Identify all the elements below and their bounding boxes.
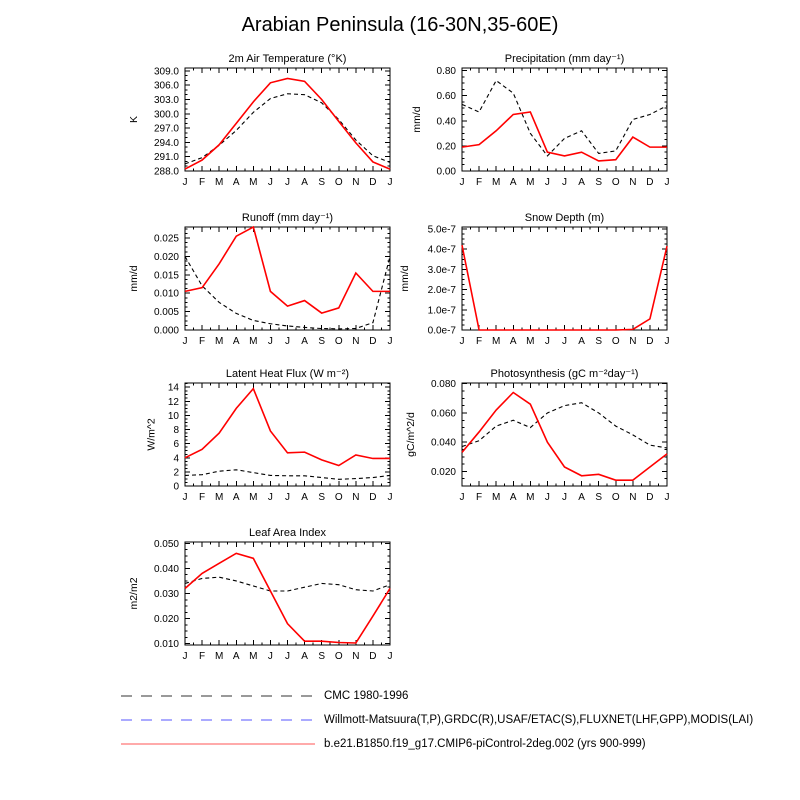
x-tick-label: A xyxy=(509,177,517,188)
x-tick-label: F xyxy=(476,177,483,188)
x-tick-label: J xyxy=(387,651,393,662)
x-tick-label: O xyxy=(334,336,343,347)
x-tick-label: D xyxy=(369,177,377,188)
x-tick-label: O xyxy=(334,177,343,188)
legend-line-model xyxy=(120,740,316,748)
x-tick-label: M xyxy=(249,177,258,188)
series-model xyxy=(185,553,390,643)
main-title: Arabian Peninsula (16-30N,35-60E) xyxy=(241,14,559,36)
series-model xyxy=(185,78,390,169)
y-tick-label: 297.0 xyxy=(153,123,179,135)
series-model xyxy=(185,227,390,313)
y-tick-label: 0.020 xyxy=(153,251,179,263)
x-tick-label: F xyxy=(199,336,206,347)
x-tick-label: J xyxy=(459,336,465,347)
x-tick-label: O xyxy=(334,492,343,503)
x-tick-label: M xyxy=(491,336,501,347)
y-tick-label: 0.080 xyxy=(430,379,456,391)
x-tick-label: A xyxy=(301,651,308,662)
y-tick-label: 288.0 xyxy=(153,166,179,178)
x-tick-label: J xyxy=(182,651,188,662)
x-tick-label: J xyxy=(664,177,670,188)
y-tick-label: 14 xyxy=(167,382,179,394)
y-tick-label: 0.010 xyxy=(153,639,179,651)
chart-title: Leaf Area Index xyxy=(248,527,327,539)
x-tick-label: F xyxy=(476,492,483,503)
y-tick-label: 0.60 xyxy=(436,91,456,103)
x-tick-label: J xyxy=(285,336,290,347)
x-tick-label: D xyxy=(369,651,377,662)
series-obs xyxy=(462,403,667,448)
x-tick-label: A xyxy=(232,492,240,503)
x-tick-label: O xyxy=(611,336,620,347)
x-tick-label: S xyxy=(318,651,326,662)
y-tick-label: 0.010 xyxy=(153,288,179,300)
x-tick-label: M xyxy=(526,336,535,347)
x-tick-label: M xyxy=(214,651,224,662)
x-tick-label: M xyxy=(214,336,224,347)
legend-label: CMC 1980-1996 xyxy=(324,690,409,702)
x-tick-label: S xyxy=(318,336,326,347)
y-tick-label: 0.0e-7 xyxy=(427,325,456,337)
y-tick-label: 0.80 xyxy=(436,66,456,78)
y-tick-label: 0.20 xyxy=(436,141,456,153)
y-tick-label: 0.015 xyxy=(153,270,179,282)
x-tick-label: F xyxy=(199,177,206,188)
y-tick-label: 2 xyxy=(173,467,179,479)
plot-frame xyxy=(185,542,390,645)
legend-item xyxy=(120,714,753,726)
x-tick-label: J xyxy=(387,492,393,503)
legend-line-obs2 xyxy=(120,716,316,724)
x-tick-label: A xyxy=(578,177,585,188)
x-tick-label: J xyxy=(544,177,550,188)
x-tick-label: S xyxy=(318,492,326,503)
y-tick-label: 0.020 xyxy=(430,466,456,478)
chart-title: Precipitation (mm day⁻¹) xyxy=(504,53,625,65)
axis-ticks xyxy=(462,227,667,330)
y-tick-label: 5.0e-7 xyxy=(427,224,456,236)
x-tick-label: N xyxy=(352,336,360,347)
x-tick-label: M xyxy=(214,177,224,188)
chart-title: Snow Depth (m) xyxy=(524,212,605,224)
axis-ticks xyxy=(185,542,390,645)
x-tick-label: O xyxy=(611,177,620,188)
plot-frame xyxy=(185,227,390,330)
x-tick-label: A xyxy=(232,336,240,347)
y-tick-label: 0.050 xyxy=(153,538,179,550)
x-tick-label: J xyxy=(267,336,273,347)
series-obs xyxy=(185,577,390,591)
axis-ticks xyxy=(462,383,667,486)
x-tick-label: M xyxy=(526,177,535,188)
x-tick-label: D xyxy=(369,492,377,503)
legend-label: Willmott-Matsuura(T,P),GRDC(R),USAF/ETAC(S),FLUXNET(LHF,GPP),MODIS(LAI) xyxy=(324,714,754,726)
x-tick-label: J xyxy=(285,177,290,188)
plot-frame xyxy=(462,227,667,330)
series-model xyxy=(462,112,667,161)
series-obs xyxy=(185,470,390,480)
y-tick-label: 0.030 xyxy=(153,589,179,600)
chart-leaf-area-index xyxy=(128,527,393,662)
x-tick-label: D xyxy=(646,177,654,188)
chart-title: Latent Heat Flux (W m⁻²) xyxy=(225,368,350,380)
y-tick-label: 0.00 xyxy=(436,166,456,178)
y-tick-label: 6 xyxy=(173,439,179,451)
series-obs xyxy=(462,81,667,156)
y-tick-label: 0.020 xyxy=(153,614,179,626)
plot-frame xyxy=(185,68,390,171)
y-tick-label: 0.060 xyxy=(430,408,456,420)
y-tick-label: 4.0e-7 xyxy=(427,244,456,256)
y-axis-label: mm/d xyxy=(399,265,412,292)
x-tick-label: O xyxy=(611,492,620,503)
chart-snow-depth xyxy=(399,212,669,347)
y-axis-label: mm/d xyxy=(410,106,423,133)
y-axis-label: K xyxy=(128,115,140,124)
chart-air-temperature xyxy=(128,53,393,188)
x-tick-label: A xyxy=(301,492,308,503)
y-tick-label: 4 xyxy=(173,453,179,465)
x-tick-label: O xyxy=(334,651,343,662)
axis-ticks xyxy=(185,68,390,171)
x-tick-label: M xyxy=(249,336,258,347)
x-tick-label: J xyxy=(267,177,273,188)
x-tick-label: J xyxy=(182,492,188,503)
y-tick-label: 0.040 xyxy=(153,563,179,575)
x-tick-label: J xyxy=(285,492,290,503)
x-tick-label: N xyxy=(352,177,360,188)
axis-ticks xyxy=(185,383,390,486)
x-tick-label: J xyxy=(267,651,273,662)
y-tick-label: 0 xyxy=(173,481,179,493)
x-tick-label: N xyxy=(352,651,360,662)
chart-title: Photosynthesis (gC m⁻²day⁻¹) xyxy=(490,368,639,380)
x-tick-label: J xyxy=(562,492,567,503)
x-tick-label: M xyxy=(491,177,501,188)
legend-label: b.e21.B1850.f19_g17.CMIP6-piControl-2deg.002 (yrs 900-999) xyxy=(324,738,646,750)
y-tick-label: 0.025 xyxy=(153,233,179,245)
x-tick-label: A xyxy=(578,336,585,347)
x-tick-label: N xyxy=(352,492,360,503)
x-tick-label: M xyxy=(214,492,224,503)
x-tick-label: S xyxy=(595,336,603,347)
y-axis-label: W/m^2 xyxy=(145,418,158,451)
y-axis-label: gC/m^2/d xyxy=(405,412,417,457)
x-tick-label: J xyxy=(182,177,188,188)
chart-latent-heat-flux xyxy=(145,368,392,503)
y-tick-label: 2.0e-7 xyxy=(427,285,456,297)
x-tick-label: F xyxy=(199,492,206,503)
x-tick-label: J xyxy=(285,651,290,662)
x-tick-label: A xyxy=(232,651,240,662)
y-tick-label: 309.0 xyxy=(153,66,179,78)
x-tick-label: A xyxy=(301,336,308,347)
x-tick-label: S xyxy=(595,492,603,503)
legend-item xyxy=(120,738,646,750)
x-tick-label: J xyxy=(664,336,670,347)
x-tick-label: J xyxy=(562,336,567,347)
x-tick-label: J xyxy=(267,492,273,503)
x-tick-label: S xyxy=(595,177,603,188)
chart-runoff xyxy=(128,212,393,347)
x-tick-label: A xyxy=(509,492,517,503)
y-tick-label: 0.000 xyxy=(153,325,179,337)
series-model xyxy=(185,389,390,466)
plot-frame xyxy=(462,383,667,486)
x-tick-label: M xyxy=(526,492,535,503)
x-tick-label: J xyxy=(664,492,670,503)
y-tick-label: 303.0 xyxy=(153,94,179,106)
chart-photosynthesis xyxy=(405,368,670,503)
x-tick-label: M xyxy=(249,492,258,503)
y-tick-label: 291.0 xyxy=(153,152,179,164)
x-tick-label: S xyxy=(318,177,326,188)
y-axis-label: m2/m2 xyxy=(128,577,140,610)
x-tick-label: A xyxy=(509,336,517,347)
axis-ticks xyxy=(185,227,390,330)
x-tick-label: A xyxy=(232,177,240,188)
x-tick-label: J xyxy=(182,336,188,347)
y-tick-label: 294.0 xyxy=(153,137,179,149)
x-tick-label: J xyxy=(544,336,550,347)
y-tick-label: 0.40 xyxy=(436,116,456,128)
x-tick-label: N xyxy=(629,336,637,347)
y-tick-label: 0.040 xyxy=(430,437,456,449)
y-tick-label: 1.0e-7 xyxy=(427,305,456,317)
chart-title: 2m Air Temperature (°K) xyxy=(228,53,347,65)
y-tick-label: 0.005 xyxy=(153,307,179,319)
x-tick-label: D xyxy=(646,492,654,503)
x-tick-label: D xyxy=(369,336,377,347)
y-axis-label: mm/d xyxy=(128,265,140,292)
y-tick-label: 306.0 xyxy=(153,80,179,92)
y-tick-label: 10 xyxy=(167,410,179,422)
y-tick-label: 8 xyxy=(173,425,179,437)
x-tick-label: N xyxy=(629,177,637,188)
y-tick-label: 3.0e-7 xyxy=(427,264,456,276)
y-tick-label: 300.0 xyxy=(153,109,179,121)
y-tick-label: 12 xyxy=(167,396,179,408)
x-tick-label: D xyxy=(646,336,654,347)
legend-item xyxy=(120,690,408,702)
x-tick-label: N xyxy=(629,492,637,503)
x-tick-label: A xyxy=(578,492,585,503)
x-tick-label: J xyxy=(459,492,465,503)
x-tick-label: F xyxy=(476,336,483,347)
series-obs xyxy=(185,94,390,164)
x-tick-label: J xyxy=(459,177,465,188)
x-tick-label: M xyxy=(491,492,501,503)
series-model xyxy=(462,245,667,330)
legend-line-obs1 xyxy=(120,692,316,700)
x-tick-label: F xyxy=(199,651,206,662)
x-tick-label: J xyxy=(387,336,393,347)
chart-title: Runoff (mm day⁻¹) xyxy=(241,212,334,224)
x-tick-label: J xyxy=(387,177,393,188)
x-tick-label: J xyxy=(544,492,550,503)
x-tick-label: J xyxy=(562,177,567,188)
plot-frame xyxy=(185,383,390,486)
chart-precipitation xyxy=(411,53,670,188)
x-tick-label: M xyxy=(249,651,258,662)
x-tick-label: A xyxy=(301,177,308,188)
